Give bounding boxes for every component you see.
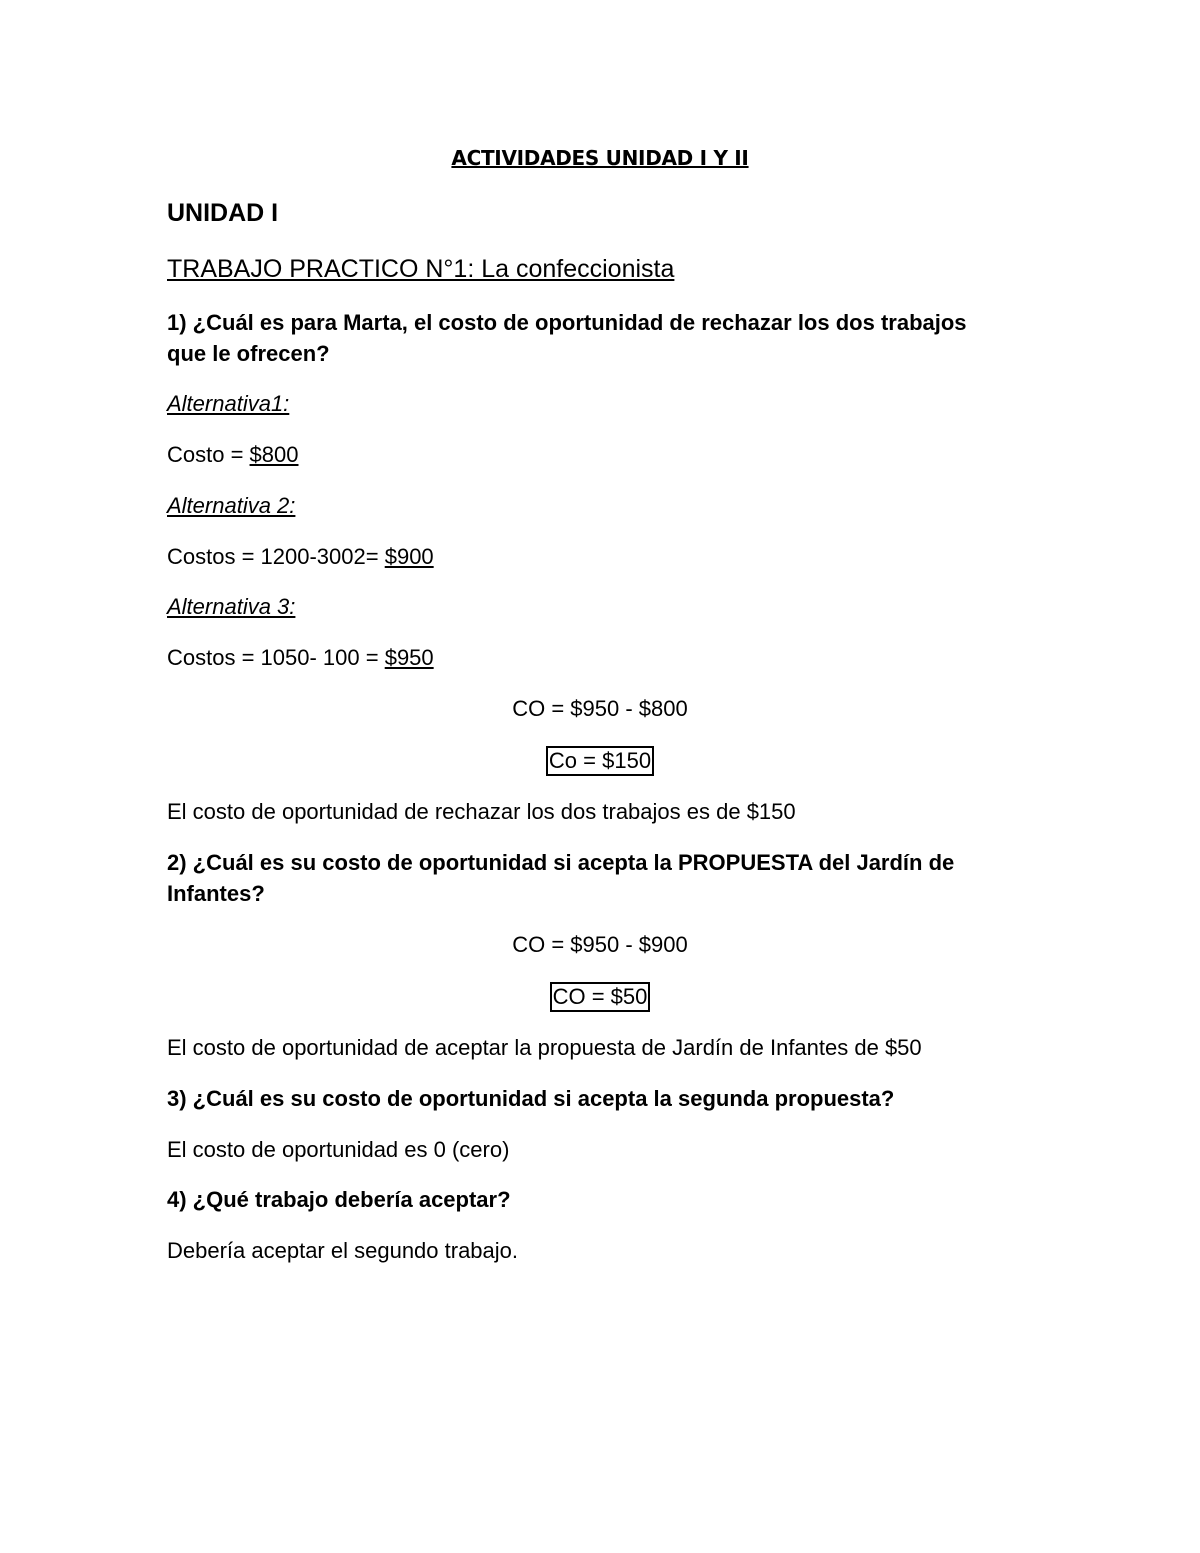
question-2-result-box: CO = $50	[550, 982, 651, 1012]
question-1-line-2: que le ofrecen?	[167, 341, 330, 366]
alternative-1-cost	[167, 441, 299, 469]
alternative-3-cost-prefix: Costos = 1050- 100 =	[167, 645, 385, 670]
alternative-3-cost	[167, 644, 434, 672]
alternative-1-label: Alternativa1:	[167, 391, 290, 416]
question-2-answer: El costo de oportunidad de aceptar la propuesta de Jardín de Infantes de $50	[167, 1035, 922, 1060]
question-2-line-2: Infantes?	[167, 881, 265, 906]
alternative-2-label: Alternativa 2:	[167, 493, 296, 518]
question-1-line-1: 1) ¿Cuál es para Marta, el costo de oportunidad de rechazar los dos trabajos	[167, 310, 967, 335]
alternative-1-cost-prefix: Costo =	[167, 442, 250, 467]
alternative-1-cost-value: $800	[249, 442, 299, 467]
question-2-line-1: 2) ¿Cuál es su costo de oportunidad si acepta la PROPUESTA del Jardín de	[167, 850, 955, 875]
question-3: 3) ¿Cuál es su costo de oportunidad si acepta la segunda propuesta?	[167, 1086, 895, 1111]
document-title: ACTIVIDADES UNIDAD I Y II	[451, 146, 749, 170]
question-2-formula: CO = $950 - $900	[512, 932, 688, 957]
alternative-3-label: Alternativa 3:	[167, 594, 296, 619]
alternative-3-cost-value: $950	[384, 645, 434, 670]
question-1-result-line	[0, 746, 1200, 776]
alternative-2-cost-prefix: Costos = 1200-3002=	[167, 544, 385, 569]
question-3-answer: El costo de oportunidad es 0 (cero)	[167, 1137, 510, 1162]
question-1-answer: El costo de oportunidad de rechazar los dos trabajos es de $150	[167, 799, 796, 824]
alternative-2-cost	[167, 543, 434, 571]
question-4: 4) ¿Qué trabajo debería aceptar?	[167, 1187, 511, 1212]
alternative-2-cost-value: $900	[384, 544, 434, 569]
question-1-formula: CO = $950 - $800	[512, 696, 688, 721]
question-4-answer: Debería aceptar el segundo trabajo.	[167, 1238, 519, 1263]
unit-heading: UNIDAD I	[167, 199, 279, 227]
question-1-result-box: Co = $150	[546, 746, 654, 776]
practical-work-heading: TRABAJO PRACTICO N°1: La confeccionista	[167, 255, 675, 283]
question-2-result-line	[0, 982, 1200, 1012]
